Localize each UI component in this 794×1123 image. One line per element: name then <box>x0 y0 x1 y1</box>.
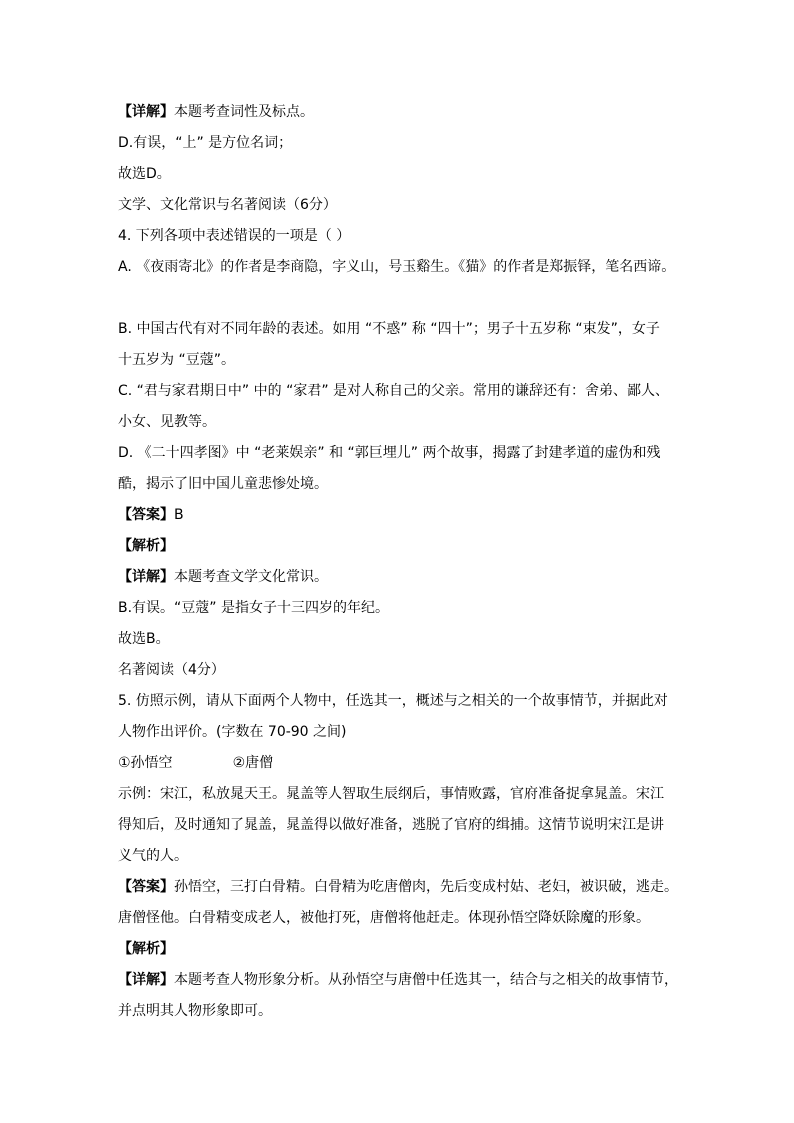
option-tangseng: ②唐僧 <box>232 755 274 771</box>
option-a: A. 《夜雨寄北》的作者是李商隐，字义山，号玉谿生。《猫》的作者是郑振铎，笔名西谛。 <box>118 259 676 275</box>
example-line3: 义气的人。 <box>118 848 188 864</box>
tag-detail: 【详解】 <box>118 104 174 120</box>
answer-line: 【答案】B <box>118 507 184 523</box>
line-1: 【详解】本题考查词性及标点。 <box>118 104 314 120</box>
line-3: 故选D。 <box>118 166 171 182</box>
option-c-line1: C. “君与家君期日中” 中的 “家君” 是对人称自己的父亲。常用的谦辞还有：舍弟、鄙人、 <box>118 383 670 399</box>
tag-detail: 【详解】 <box>118 569 174 585</box>
answer-5-line2: 唐僧怪他。白骨精变成老人，被他打死，唐僧将他赶走。体现孙悟空降妖除魔的形象。 <box>118 910 650 926</box>
tag-answer: 【答案】 <box>118 507 174 523</box>
option-d-line2: 酷，揭示了旧中国儿童悲惨处境。 <box>118 476 328 492</box>
detail-5-line2: 并点明其人物形象即可。 <box>118 1003 272 1019</box>
tag-answer: 【答案】 <box>118 879 174 895</box>
choose-line: 故选B。 <box>118 631 170 647</box>
character-options <box>118 753 273 773</box>
example-line1: 示例：宋江，私放晁天王。晁盖等人智取生辰纲后，事情败露，官府准备捉拿晁盖。宋江 <box>118 786 664 802</box>
tag-detail: 【详解】 <box>118 972 174 988</box>
tag-analysis: 【解析】 <box>118 941 174 957</box>
example-line2: 得知后，及时通知了晁盖，晁盖得以做好准备，逃脱了官府的缉捕。这情节说明宋江是讲 <box>118 817 664 833</box>
question-4: 4. 下列各项中表述错误的一项是（ ） <box>118 228 351 244</box>
question-5-line2: 人物作出评价。(字数在 70-90 之间) <box>118 724 347 740</box>
answer-5-line1: 【答案】孙悟空，三打白骨精。白骨精为吃唐僧肉，先后变成村姑、老妇，被识破，逃走。 <box>118 879 678 895</box>
option-b-line1: B. 中国古代有对不同年龄的表述。如用 “不惑” 称 “四十”；男子十五岁称 “束发”，女子 <box>118 321 660 337</box>
detail-line: 【详解】本题考查文学文化常识。 <box>118 569 328 585</box>
option-b-line2: 十五岁为 “豆蔻”。 <box>118 352 235 368</box>
explanation-line: B.有误。“豆蔻” 是指女子十三四岁的年纪。 <box>118 600 390 616</box>
option-c-line2: 小女、见教等。 <box>118 414 216 430</box>
option-sunwukong: ①孙悟空 <box>118 755 173 771</box>
line-2: D.有误，“上” 是方位名词； <box>118 135 293 151</box>
detail-5-line1: 【详解】本题考查人物形象分析。从孙悟空与唐僧中任选其一，结合与之相关的故事情节， <box>118 972 678 988</box>
section-heading-literature: 文学、文化常识与名著阅读（6分） <box>118 197 337 213</box>
section-heading-reading: 名著阅读（4分） <box>118 662 225 678</box>
option-d-line1: D. 《二十四孝图》中 “老莱娱亲” 和 “郭巨埋儿” 两个故事，揭露了封建孝道的虚伪和残 <box>118 445 661 461</box>
question-5-line1: 5. 仿照示例，请从下面两个人物中，任选其一，概述与之相关的一个故事情节，并据此对 <box>118 693 668 709</box>
tag-analysis: 【解析】 <box>118 538 174 554</box>
